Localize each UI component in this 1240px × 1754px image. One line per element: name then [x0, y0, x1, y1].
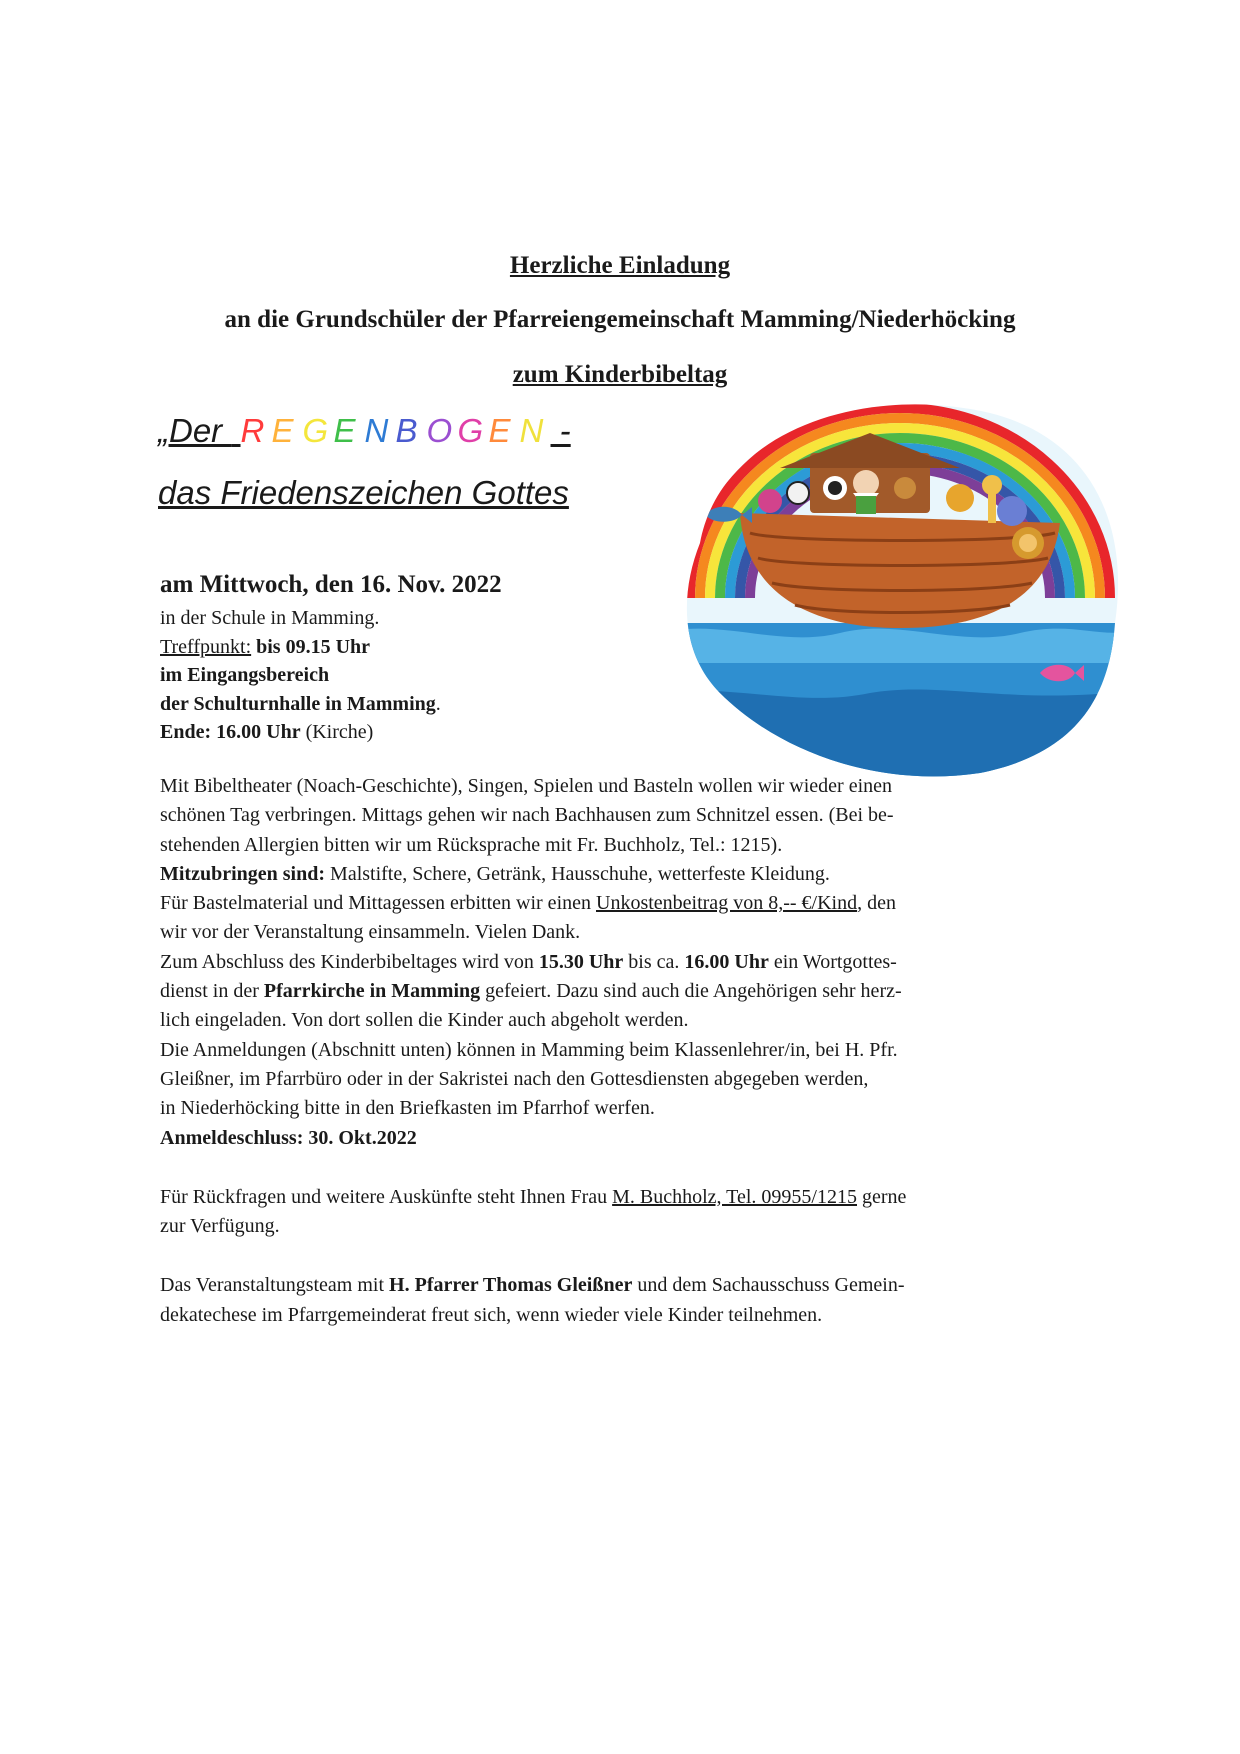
fee-text: Für Bastelmaterial und Mittagessen erbitten wir einen [160, 892, 596, 915]
noahs-ark-illustration [660, 393, 1130, 778]
invitation-body [160, 772, 1040, 1330]
body-line: lich eingeladen. Von dort sollen die Kinder auch abgeholt werden. [160, 1009, 689, 1032]
contact-name-phone: M. Buchholz, Tel. 09955/1215 [612, 1185, 857, 1208]
contact-text: Für Rückfragen und weitere Auskünfte steht Ihnen Frau [160, 1185, 613, 1208]
service-text: Zum Abschluss des Kinderbibeltages wird von [160, 950, 539, 973]
body-line: Mit Bibeltheater (Noach-Geschichte), Singen, Spielen und Basteln wollen wir wieder einen [160, 775, 893, 797]
body-line: zur Verfügung. [160, 1215, 280, 1238]
team-text-end: und dem Sachausschuss Gemein- [632, 1274, 905, 1297]
rainbow-letter: O [426, 412, 453, 449]
event-end [160, 718, 502, 747]
rainbow-letter: E [488, 412, 511, 449]
rainbow-letter: E [333, 412, 356, 449]
event-date: am Mittwoch, den 16. Nov. 2022 [160, 571, 502, 598]
fee-line [160, 889, 1040, 918]
service-line-1 [160, 948, 1040, 977]
end-label: Ende: 16.00 Uhr [160, 721, 301, 743]
rainbow-letter: N [364, 412, 389, 449]
team-text: Das Veranstaltungsteam mit [160, 1274, 390, 1297]
rainbow-letter: E [271, 412, 294, 449]
body-line: in Niederhöcking bitte in den Briefkasten im Pfarrhof werfen. [160, 1097, 655, 1120]
service-church: Pfarrkirche in Mamming [263, 980, 481, 1003]
motto-line-2: das Friedenszeichen Gottes [158, 474, 569, 511]
fee-amount: Unkostenbeitrag von 8,-- €/Kind [596, 892, 858, 915]
body-line: wir vor der Veranstaltung einsammeln. Vielen Dank. [160, 921, 581, 944]
motto-line-1 [158, 412, 571, 450]
bring-label: Mitzubringen sind: [160, 862, 326, 885]
service-end-time: 16.00 Uhr [684, 950, 769, 973]
contact-text-end: gerne [857, 1185, 907, 1208]
meeting-place-1: im Eingangsbereich [160, 664, 330, 686]
rainbow-letter: N [519, 412, 544, 449]
service-start-time: 15.30 Uhr [538, 950, 624, 973]
body-line: Die Anmeldungen (Abschnitt unten) können in Mamming beim Klassenlehrer/in, bei H. Pfr. [160, 1038, 898, 1061]
service-text: bis ca. [623, 950, 685, 973]
meeting-time: bis 09.15 Uhr [256, 635, 371, 658]
meeting-label: Treffpunkt: [160, 635, 252, 658]
end-place: (Kirche) [300, 721, 374, 743]
rainbow-letter: R [240, 412, 265, 449]
event-name: zum Kinderbibeltag [512, 361, 728, 388]
rainbow-letter: B [395, 412, 418, 449]
body-line: stehenden Allergien bitten wir um Rücksprache mit Fr. Buchholz, Tel.: 1215). [160, 833, 783, 856]
bring-line [160, 860, 1040, 889]
body-line: dekatechese im Pfarrgemeinderat freut sich, wenn wieder viele Kinder teilnehmen. [160, 1303, 823, 1326]
rainbow-letter: G [457, 412, 484, 449]
service-text: gefeiert. Dazu sind auch die Angehörigen sehr herz- [480, 980, 902, 1003]
motto-prefix: „Der [158, 412, 232, 449]
event-location: in der Schule in Mamming. [160, 607, 380, 629]
body-line: schönen Tag verbringen. Mittags gehen wir nach Bachhausen zum Schnitzel essen. (Bei be- [160, 804, 894, 827]
team-priest: H. Pfarrer Thomas Gleißner [389, 1274, 633, 1297]
rainbow-word [241, 412, 551, 449]
bring-items: Malstifte, Schere, Getränk, Hausschuhe, wetterfeste Kleidung. [325, 862, 830, 885]
motto-suffix: - [550, 412, 571, 449]
meeting-place-2 [160, 690, 502, 719]
service-text: ein Wortgottes- [768, 950, 897, 973]
invitation-title: Herzliche Einladung [509, 252, 731, 279]
registration-deadline: Anmeldeschluss: 30. Okt.2022 [160, 1126, 417, 1149]
team-line [160, 1271, 1040, 1300]
meeting-place-2-end: . [435, 692, 441, 715]
body-line: Gleißner, im Pfarrbüro oder in der Sakristei nach den Gottesdiensten abgegeben werden, [160, 1067, 869, 1090]
event-info [160, 566, 502, 747]
meeting-place-2-text: der Schulturnhalle in Mamming [160, 692, 436, 715]
service-text: dienst in der [160, 980, 264, 1003]
fee-text-end: , den [857, 892, 896, 915]
meeting-point [160, 633, 502, 662]
contact-line [160, 1183, 1040, 1212]
invitation-subtitle: an die Grundschüler der Pfarreiengemeinschaft Mamming/Niederhöcking [224, 306, 1016, 333]
service-line-2 [160, 977, 1040, 1006]
rainbow-letter: G [302, 412, 329, 449]
